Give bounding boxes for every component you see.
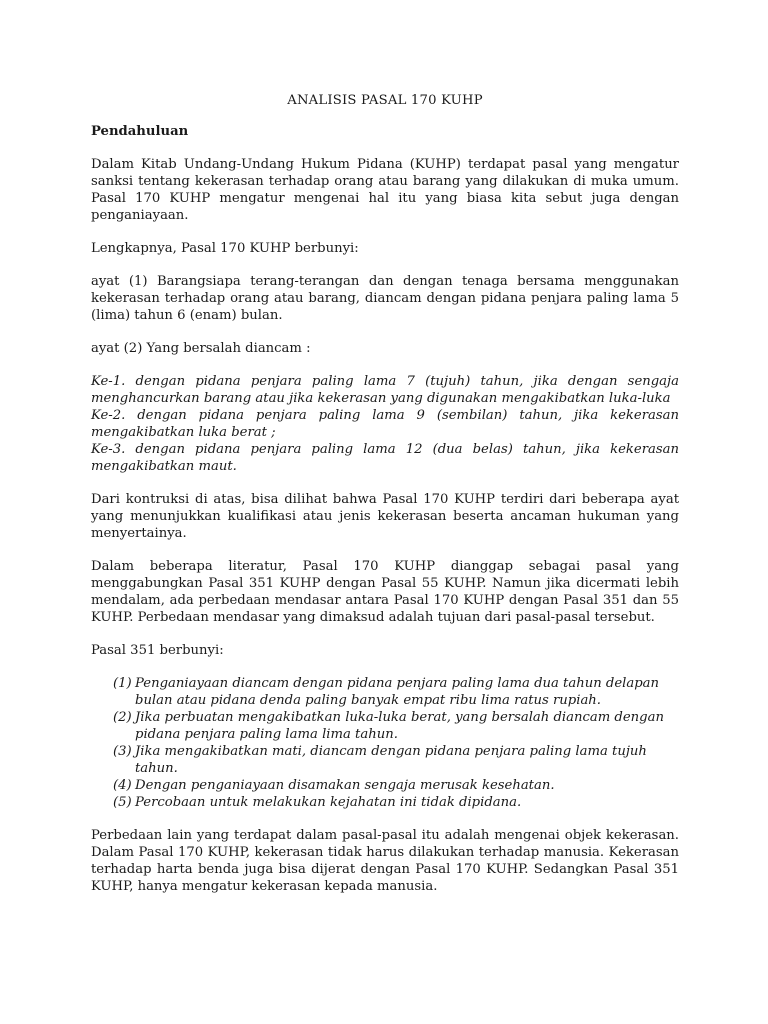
literatur-paragraph: Dalam beberapa literatur, Pasal 170 KUHP dianggap sebagai pasal yang menggabungkan Pasal 351 KUHP dengan Pasal 55 KUHP. Namun jika dicermati lebih mendalam, ada perbedaan mendasar antara Pasal 170 KUHP dengan Pasal 351 dan 55 KUHP. Perbedaan mendasar yang dimaksud adalah tujuan dari pasal-pasal tersebut. <box>91 559 679 625</box>
pasal-351-list <box>91 675 679 811</box>
list-item <box>113 709 679 743</box>
list-item-text: Dengan penganiayaan disamakan sengaja merusak kesehatan. <box>135 778 555 793</box>
list-item-text: Percobaan untuk melakukan kejahatan ini tidak dipidana. <box>135 795 522 810</box>
list-item-text: Jika mengakibatkan mati, diancam dengan pidana penjara paling lama tujuh tahun. <box>135 744 647 776</box>
list-item-number: (4) <box>113 778 132 793</box>
list-item-number: (1) <box>113 676 132 691</box>
perbedaan-paragraph: Perbedaan lain yang terdapat dalam pasal-pasal itu adalah mengenai objek kekerasan. Dalam Pasal 170 KUHP, kekerasan tidak harus dilakukan terhadap manusia. Kekerasan terhadap harta benda juga bisa dijerat dengan Pasal 170 KUHP. Sedangkan Pasal 351 KUHP, hanya mengatur kekerasan kepada manusia. <box>91 828 679 894</box>
list-item-text: Penganiayaan diancam dengan pidana penjara paling lama dua tahun delapan bulan atau pidana denda paling banyak empat ribu lima ratus rupiah. <box>135 676 660 708</box>
list-item-number: (5) <box>113 795 132 810</box>
list-item-number: (2) <box>113 710 132 725</box>
ayat-1-paragraph: ayat (1) Barangsiapa terang-terangan dan dengan tenaga bersama menggunakan kekerasan terhadap orang atau barang, diancam dengan pidana penjara paling lama 5 (lima) tahun 6 (enam) bulan. <box>91 274 679 323</box>
ke-item: Ke-2. dengan pidana penjara paling lama 9 (sembilan) tahun, jika kekerasan mengakibatkan luka berat ; <box>91 408 679 440</box>
intro-paragraph: Dalam Kitab Undang-Undang Hukum Pidana (KUHP) terdapat pasal yang mengatur sanksi tentang kekerasan terhadap orang atau barang yang dilakukan di muka umum. Pasal 170 KUHP mengatur mengenai hal itu yang biasa kita sebut juga dengan penganiayaan. <box>91 157 679 223</box>
list-item <box>113 675 679 709</box>
ke-item: Ke-1. dengan pidana penjara paling lama 7 (tujuh) tahun, jika dengan sengaja menghancurkan barang atau jika kekerasan yang digunakan mengakibatkan luka-luka <box>91 374 679 406</box>
ke-item: Ke-3. dengan pidana penjara paling lama 12 (dua belas) tahun, jika kekerasan mengakibatkan maut. <box>91 442 679 474</box>
ke-list <box>91 373 679 475</box>
document-body <box>91 92 679 911</box>
section-heading: Pendahuluan <box>91 124 189 139</box>
document-title: ANALISIS PASAL 170 KUHP <box>287 93 483 108</box>
lead-paragraph: Lengkapnya, Pasal 170 KUHP berbunyi: <box>91 241 359 256</box>
konstruksi-paragraph: Dari kontruksi di atas, bisa dilihat bahwa Pasal 170 KUHP terdiri dari beberapa ayat yang menunjukkan kualifikasi atau jenis kekerasan beserta ancaman hukuman yang menyertainya. <box>91 492 679 541</box>
list-item <box>113 794 679 811</box>
ayat-2-paragraph: ayat (2) Yang bersalah diancam : <box>91 341 311 356</box>
list-item <box>113 777 679 794</box>
pasal-351-lead: Pasal 351 berbunyi: <box>91 643 224 658</box>
list-item-number: (3) <box>113 744 132 759</box>
list-item <box>113 743 679 777</box>
list-item-text: Jika perbuatan mengakibatkan luka-luka berat, yang bersalah diancam dengan pidana penjara paling lama lima tahun. <box>135 710 664 742</box>
